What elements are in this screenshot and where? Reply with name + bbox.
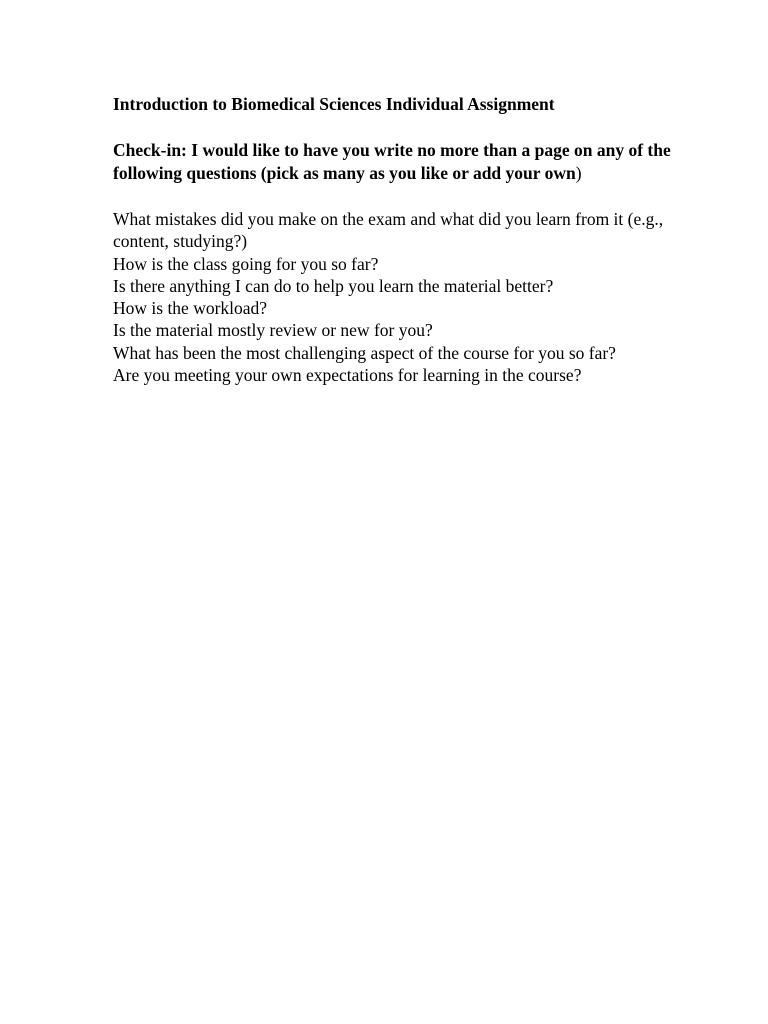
- question-item: What has been the most challenging aspect of the course for you so far?: [113, 342, 616, 363]
- checkin-instructions: Check-in: I would like to have you write no more than a page on any of the following questions (pick as many as you like or add your own: [113, 140, 671, 183]
- document-page: [113, 93, 723, 386]
- document-title: Introduction to Biomedical Sciences Individual Assignment: [113, 94, 555, 114]
- question-item: How is the class going for you so far?: [113, 253, 379, 274]
- checkin-paragraph: [113, 139, 723, 185]
- question-item: How is the workload?: [113, 298, 268, 319]
- question-list: [113, 208, 723, 386]
- checkin-closing-paren: ): [575, 163, 582, 183]
- question-item: Are you meeting your own expectations for learning in the course?: [113, 365, 582, 386]
- question-item: What mistakes did you make on the exam and what did you learn from it (e.g., content, studying?): [113, 209, 664, 252]
- question-item: Is there anything I can do to help you learn the material better?: [113, 275, 554, 296]
- question-item: Is the material mostly review or new for you?: [113, 320, 433, 341]
